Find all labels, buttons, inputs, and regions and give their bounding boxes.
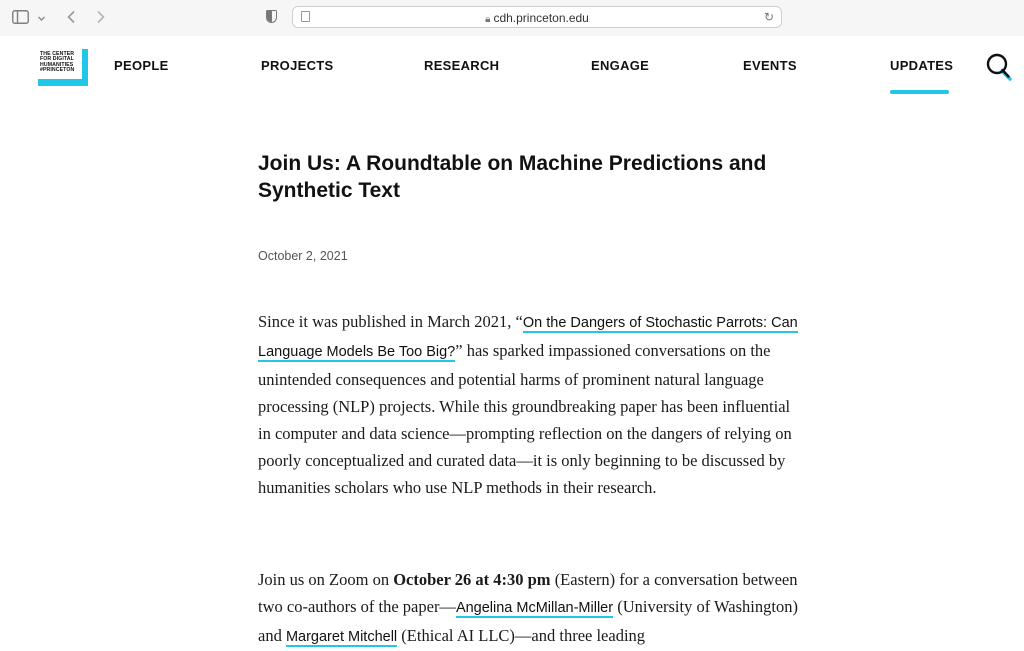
reload-icon[interactable]: ↻ — [763, 10, 774, 24]
paragraph-text: (University of Washington) and — [258, 597, 798, 645]
nav-item-people[interactable]: PEOPLE — [114, 58, 169, 73]
nav-item-events[interactable]: EVENTS — [743, 58, 797, 73]
address-bar[interactable] — [292, 6, 782, 28]
nav-active-indicator — [890, 90, 949, 94]
browser-toolbar — [0, 0, 1024, 36]
article-title: Join Us: A Roundtable on Machine Predictions and Synthetic Text — [258, 152, 767, 202]
search-icon[interactable] — [986, 53, 1012, 81]
event-datetime: October 26 at 4:30 pm — [393, 570, 551, 589]
article-date: October 2, 2021 — [258, 249, 348, 263]
logo-line: HUMANITIES — [40, 61, 74, 68]
back-icon[interactable] — [66, 10, 76, 27]
margaret-mitchell-link[interactable]: Margaret Mitchell — [285, 629, 398, 645]
angelina-mcmillan-miller-link[interactable]: Angelina McMillan-Miller — [455, 600, 614, 616]
article-paragraph — [258, 308, 803, 501]
nav-item-updates[interactable]: UPDATES — [890, 58, 954, 73]
logo-line: FOR DIGITAL — [40, 56, 74, 63]
sidebar-icon[interactable] — [12, 10, 29, 27]
nav-item-engage[interactable]: ENGAGE — [591, 58, 650, 73]
paragraph-text: Since it was published in March 2021, “ — [258, 312, 523, 331]
chevron-down-icon[interactable] — [37, 11, 46, 26]
forward-icon[interactable] — [96, 10, 106, 27]
logo-line: #PRINCETON — [40, 67, 75, 74]
paragraph-text: ” has sparked impassioned conversations on the unintended consequences and potential harms of prominent natural language processing (NLP) projects. While this groundbreaking paper has been influential in computer and data science—prompting reflection on the dangers of relying on poorly conceptualized and curated data—it is only beginning to be discussed by humanities scholars who use NLP methods in their research. — [258, 341, 792, 497]
article-paragraph — [258, 566, 803, 651]
lock-icon: 🔒︎ — [485, 14, 491, 25]
url-domain: cdh.princeton.edu — [493, 11, 589, 25]
shield-icon[interactable] — [266, 10, 277, 23]
paragraph-text: (Ethical AI LLC)—and three leading — [397, 626, 646, 645]
logo-line: THE CENTER — [40, 51, 75, 57]
nav-item-research[interactable]: RESEARCH — [424, 58, 500, 73]
logo-accent-horizontal — [38, 79, 88, 86]
paragraph-text: (Eastern) for a conversation between two co-authors of the paper— — [258, 570, 798, 616]
stochastic-parrots-link[interactable]: On the Dangers of Stochastic Parrots: Can Language Models Be Too Big? — [258, 315, 798, 360]
site-logo[interactable] — [38, 49, 90, 87]
nav-item-projects[interactable]: PROJECTS — [261, 58, 334, 73]
logo-text — [40, 52, 84, 74]
paragraph-text: Join us on Zoom on — [258, 570, 394, 589]
